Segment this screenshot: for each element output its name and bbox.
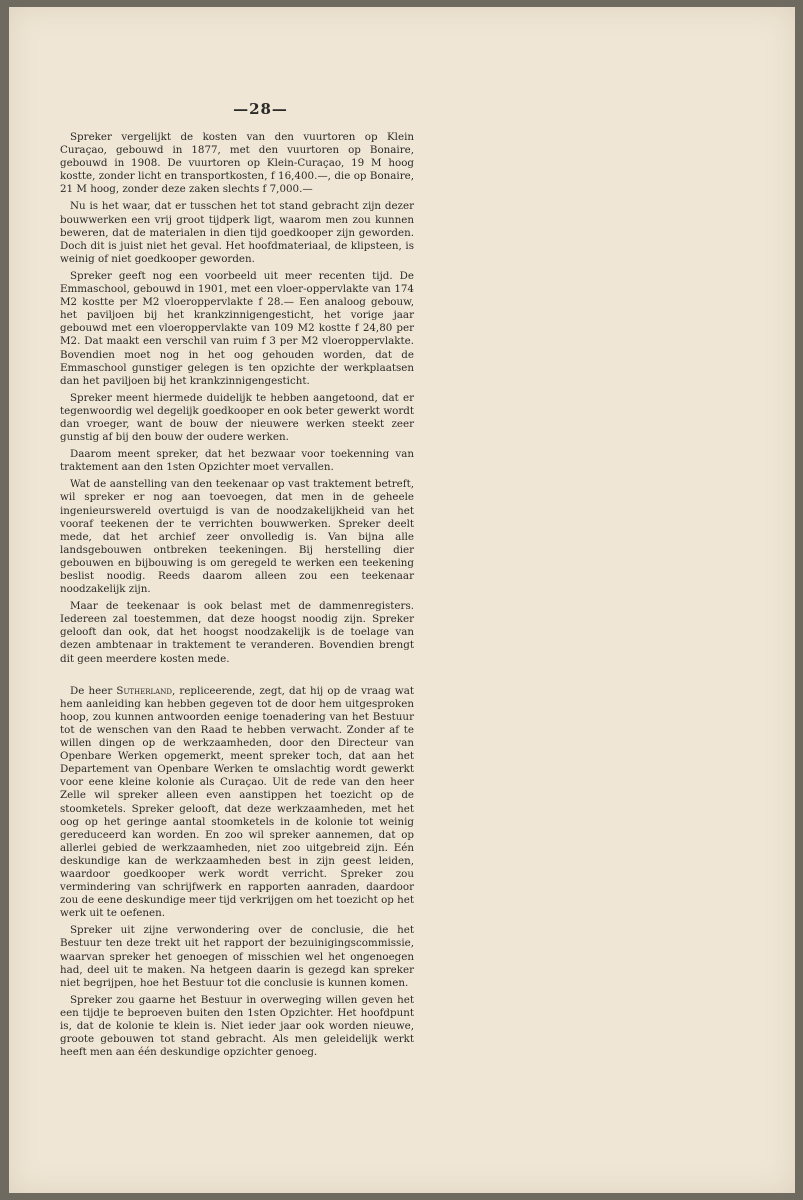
page-number: —28— <box>233 100 288 118</box>
body-text <box>60 131 414 1063</box>
paragraph: Spreker zou gaarne het Bestuur in overweging willen geven het een tijdje te beproeven buiten den 1sten Opzichter. Het hoofdpunt is, dat de kolonie te klein is. Niet ieder jaar ook worden nieuwe, groote gebouwen tot stand gebracht. Als men geleidelijk werkt heeft men aan één deskundige opzichter genoeg. <box>60 993 414 1059</box>
paragraph: Spreker geeft nog een voorbeeld uit meer recenten tijd. De Emmaschool, gebouwd in 1901, met een vloer-oppervlakte van 174 M2 kostte per M2 vloeroppervlakte f 28.— Een analoog gebouw, het paviljoen bij het krankzinnigengesticht, het vorige jaar gebouwd met een vloeroppervlakte van 109 M2 kostte f 24,80 per M2. Dat maakt een verschil van ruim f 3 per M2 vloeroppervlakte. Bovendien moet nog in het oog gehouden worden, dat de Emmaschool gunstiger gelegen is ten opzichte der werkplaatsen dan het paviljoen bij het krankzinnigengesticht. <box>60 269 414 387</box>
document-page <box>9 7 795 1193</box>
paragraph: Spreker vergelijkt de kosten van den vuurtoren op Klein Curaçao, gebouwd in 1877, met den vuurtoren op Bonaire, gebouwd in 1908. De vuurtoren op Klein-Curaçao, 19 M hoog kostte, zonder licht en transportkosten, f 16,400.—, die op Bonaire, 21 M hoog, zonder deze zaken slechts f 7,000.— <box>60 131 414 196</box>
speaker-name: Sutherland <box>116 684 172 697</box>
paragraph: Spreker meent hiermede duidelijk te hebben aangetoond, dat er tegenwoordig wel degelijk goedkooper en ook beter gewerkt wordt dan vroeger, want de bouw der nieuwere werken steekt zeer gunstig af bij den bouw der oudere werken. <box>60 391 414 444</box>
paragraph-speaker <box>60 685 414 921</box>
paragraph: Spreker uit zijne verwondering over de conclusie, die het Bestuur ten deze trekt uit het rapport der bezuinigingscommissie, waarvan spreker het genoegen of misschien wel het ongenoegen had, deel uit te maken. Na hetgeen daarin is gezegd kan spreker niet begrijpen, hoe het Bestuur tot die conclusie is kunnen komen. <box>60 924 414 989</box>
speaker-text: , repliceerende, zegt, dat hij op de vraag wat hem aanleiding kan hebben gegeven tot de door hem uitgesproken hoop, zou kunnen antwoorden eenige toenadering van het Bestuur tot de wenschen van den Raad te hebben verwacht. Zonder af te willen dingen op de werkzaamheden, door den Directeur van Openbare Werken opgemerkt, meent spreker toch, dat aan het Departement van Openbare Werken te omslachtig wordt gewerkt voor eene kleine kolonie als Curaçao. Uit de rede van den heer Zelle wil spreker alleen even aanstippen het toezicht op de stoomketels. Spreker gelooft, dat deze werkzaamheden, met het oog op het geringe aantal stoomketels in de kolonie tot weinig gereduceerd kan worden. En zoo wil spreker aannemen, dat op allerlei gebied de werkzaamheden, niet zoo uitgebreid zijn. Eén deskundige kan de werkzaamheden best in zijn geest leiden, waardoor goedkooper werk wordt verricht. Spreker zou vermindering van schrijfwerk en rapporten aanraden, daardoor zou de eene deskundige meer tijd verkrijgen om het toezicht op het werk uit te oefenen. <box>60 684 414 920</box>
paragraph: Wat de aanstelling van den teekenaar op vast traktement betreft, wil spreker er nog aan toevoegen, dat men in de geheele ingenieurswereld overtuigd is van de noodzakelijkheid van het vooraf teekenen der te verrichten bouwwerken. Spreker deelt mede, dat het archief zeer onvolledig is. Van bijna alle landsgebouwen ontbreken teekeningen. Bij herstelling dier gebouwen en bijbouwing is om geregeld te werken een teekening beslist noodig. Reeds daarom alleen zou een teekenaar noodzakelijk zijn. <box>60 478 414 596</box>
paragraph: Daarom meent spreker, dat het bezwaar voor toekenning van traktement aan den 1sten Opzichter moet vervallen. <box>60 448 414 474</box>
speaker-intro: De heer <box>70 684 117 697</box>
paragraph: Maar de teekenaar is ook belast met de dammenregisters. Iedereen zal toestemmen, dat deze hoogst noodig zijn. Spreker gelooft dan ook, dat het hoogst noodzakelijk is de toelage van dezen ambtenaar in traktement te veranderen. Bovendien brengt dit geen meerdere kosten mede. <box>60 600 414 665</box>
paragraph: Nu is het waar, dat er tusschen het tot stand gebracht zijn dezer bouwwerken een vrij groot tijdperk ligt, waarom men zou kunnen beweren, dat de materialen in dien tijd goedkooper zijn geworden. Doch dit is juist niet het geval. Het hoofdmateriaal, de klipsteen, is weinig of niet goedkooper geworden. <box>60 200 414 265</box>
